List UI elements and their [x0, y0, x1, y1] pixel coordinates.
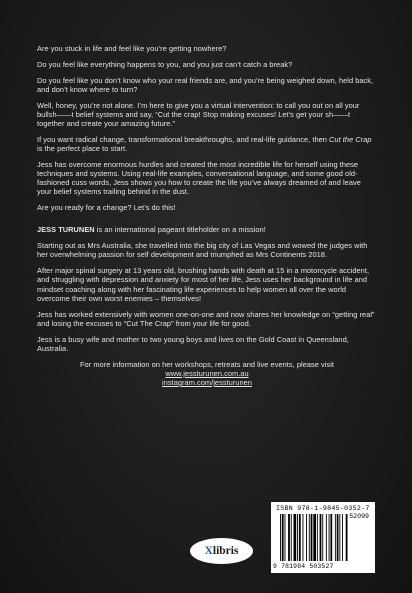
intro-paragraph-4: Well, honey, you’re not alone. I’m here to give you a virtual intervention: to call you out on all your bullsh——t belief systems and say, “Cut the crap! Stop making excuses! Let’s get your sh——t together and create your amazing future.”: [37, 100, 360, 128]
intro-paragraph-2: Do you feel like everything happens to you, and you just can’t catch a break?: [37, 59, 293, 69]
barcode-bars: [279, 514, 371, 561]
intro-paragraph-3: Do you feel like you don’t know who your real friends are, and you’re being weighed down, held back, and don’t know where to turn?: [37, 75, 374, 94]
more-info-text: For more information on her workshops, retreats and live events, please visit: [79, 359, 334, 369]
bio-paragraph-2: After major spinal surgery at 13 years old, brushing hands with death at 15 in a motorcycle accident, and struggling with depression and anxiety for most of her life, Jess uses her background in life and mindset coaching along with her fascinating life experiences to help women all over the world overcome their own worst enemies – themselves!: [37, 266, 370, 303]
bio-intro-rest: is an international pageant titleholder on a mission!: [94, 225, 266, 235]
author-name: JESS TURUNEN: [37, 225, 95, 235]
guidance-post: is the perfect place to start.: [37, 144, 128, 153]
ready-paragraph: Are you ready for a change? Let’s do this!: [37, 203, 176, 213]
bio-paragraph-1: Starting out as Mrs Australia, she travelled into the big city of Las Vegas and wowed the judges with her overwhelming passion for self development and triumphed as Mrs Continents 2018.: [37, 241, 368, 260]
barcode-box: [271, 502, 375, 573]
intro-paragraph-1: Are you stuck in life and feel like you’re getting nowhere?: [37, 44, 227, 53]
book-title-inline: Cut the Crap: [329, 134, 372, 144]
overcome-paragraph: Jess has overcome enormous hurdles and created the most incredible life for herself using these techniques and systems. Using real-life examples, conversational language, and some good old-fashioned cuss words, Jess shows you how to create the life you’ve always dreamed of and leave your belief systems trailing behind in the dust.: [37, 159, 361, 197]
bio-paragraph-3: Jess has worked extensively with women one-on-one and now shares her knowledge on “getting real” and losing the excuses to “Cut The Crap” from your life for good.: [37, 309, 375, 328]
bio-paragraph-4: Jess is a busy wife and mother to two young boys and lives on the Gold Coast in Queensland, Australia.: [37, 334, 349, 353]
barcode-number: 9 781984 503527: [273, 563, 334, 570]
logo-x: X: [204, 545, 213, 557]
price-code: 52099: [349, 513, 369, 520]
instagram-link[interactable]: instagram.com/jessturunen: [162, 378, 252, 388]
logo-rest: libris: [212, 545, 239, 557]
publisher-logo: [190, 538, 253, 564]
isbn-label: ISBN 978-1-9845-0352-7: [276, 505, 370, 512]
cover-text: [37, 44, 377, 387]
guidance-pre: If you want radical change, transformational breakthroughs, and real-life guidance, then: [37, 134, 330, 144]
website-link[interactable]: www.jessturunen.com.au: [165, 368, 249, 378]
bio-intro: [37, 225, 377, 234]
guidance-paragraph: [37, 135, 377, 153]
